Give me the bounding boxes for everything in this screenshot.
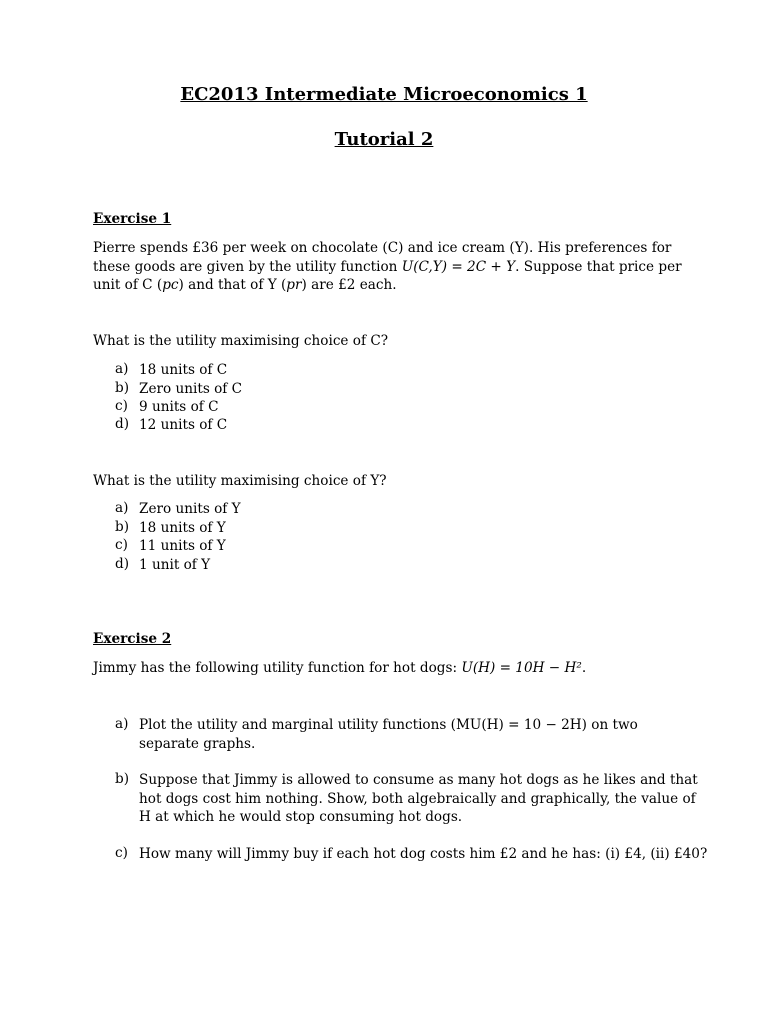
exercise-1-heading: Exercise 1	[93, 211, 172, 227]
exercise-1-paragraph-line-3	[93, 276, 397, 295]
exercise-1-paragraph-line-2	[93, 258, 682, 277]
option-label: a)	[115, 361, 129, 377]
item-line: Plot the utility and marginal utility functions (MU(H) = 10 − 2H) on two	[139, 717, 638, 733]
item-line: H at which he would stop consuming hot dogs.	[139, 809, 463, 825]
option-text: 9 units of C	[139, 399, 219, 415]
item-label: b)	[115, 771, 130, 787]
paragraph-text: ) and that of Y (	[178, 277, 287, 293]
exercise-1-paragraph-line-1	[93, 239, 671, 258]
utility-function-formula: U(H) = 10H − H²	[461, 660, 582, 676]
paragraph-text: ) are £2 each.	[301, 277, 397, 293]
option-text: Zero units of Y	[139, 501, 241, 517]
paragraph-text: .	[581, 660, 587, 676]
item-line: Suppose that Jimmy is allowed to consume as many hot dogs as he likes and that	[139, 772, 698, 788]
paragraph-text: . Suppose that price per	[515, 259, 682, 275]
option-text: 18 units of C	[139, 362, 228, 378]
item-line: How many will Jimmy buy if each hot dog costs him £2 and he has: (i) £4, (ii) £40?	[139, 846, 708, 862]
exercise-2-heading: Exercise 2	[93, 631, 172, 647]
document-subtitle: Tutorial 2	[334, 129, 434, 150]
option-label: b)	[115, 519, 130, 535]
option-text: Zero units of C	[139, 381, 243, 397]
utility-function-formula: U(C,Y) = 2C + Y	[401, 259, 516, 275]
option-text: 11 units of Y	[139, 538, 226, 554]
item-line: hot dogs cost him nothing. Show, both algebraically and graphically, the value of	[139, 791, 696, 807]
document-title: EC2013 Intermediate Microeconomics 1	[180, 84, 588, 105]
item-line: separate graphs.	[139, 736, 256, 752]
price-symbol: pr	[286, 277, 302, 293]
price-symbol: pc	[162, 277, 179, 293]
paragraph-text: these goods are given by the utility function	[93, 259, 402, 275]
question-1: What is the utility maximising choice of C?	[93, 333, 389, 349]
paragraph-text: unit of C (	[93, 277, 163, 293]
option-text: 12 units of C	[139, 417, 228, 433]
option-label: c)	[115, 537, 128, 553]
exercise-2-intro	[93, 659, 586, 678]
paragraph-text: Jimmy has the following utility function for hot dogs:	[93, 660, 462, 676]
paragraph-text: Pierre spends £36 per week on chocolate (C) and ice cream (Y). His preferences for	[93, 240, 672, 256]
option-label: c)	[115, 398, 128, 414]
option-label: d)	[115, 416, 130, 432]
option-text: 1 unit of Y	[139, 557, 211, 573]
option-label: b)	[115, 380, 130, 396]
option-label: d)	[115, 556, 130, 572]
item-label: c)	[115, 845, 128, 861]
option-text: 18 units of Y	[139, 520, 226, 536]
item-label: a)	[115, 716, 129, 732]
question-2: What is the utility maximising choice of Y?	[93, 473, 387, 489]
option-label: a)	[115, 500, 129, 516]
